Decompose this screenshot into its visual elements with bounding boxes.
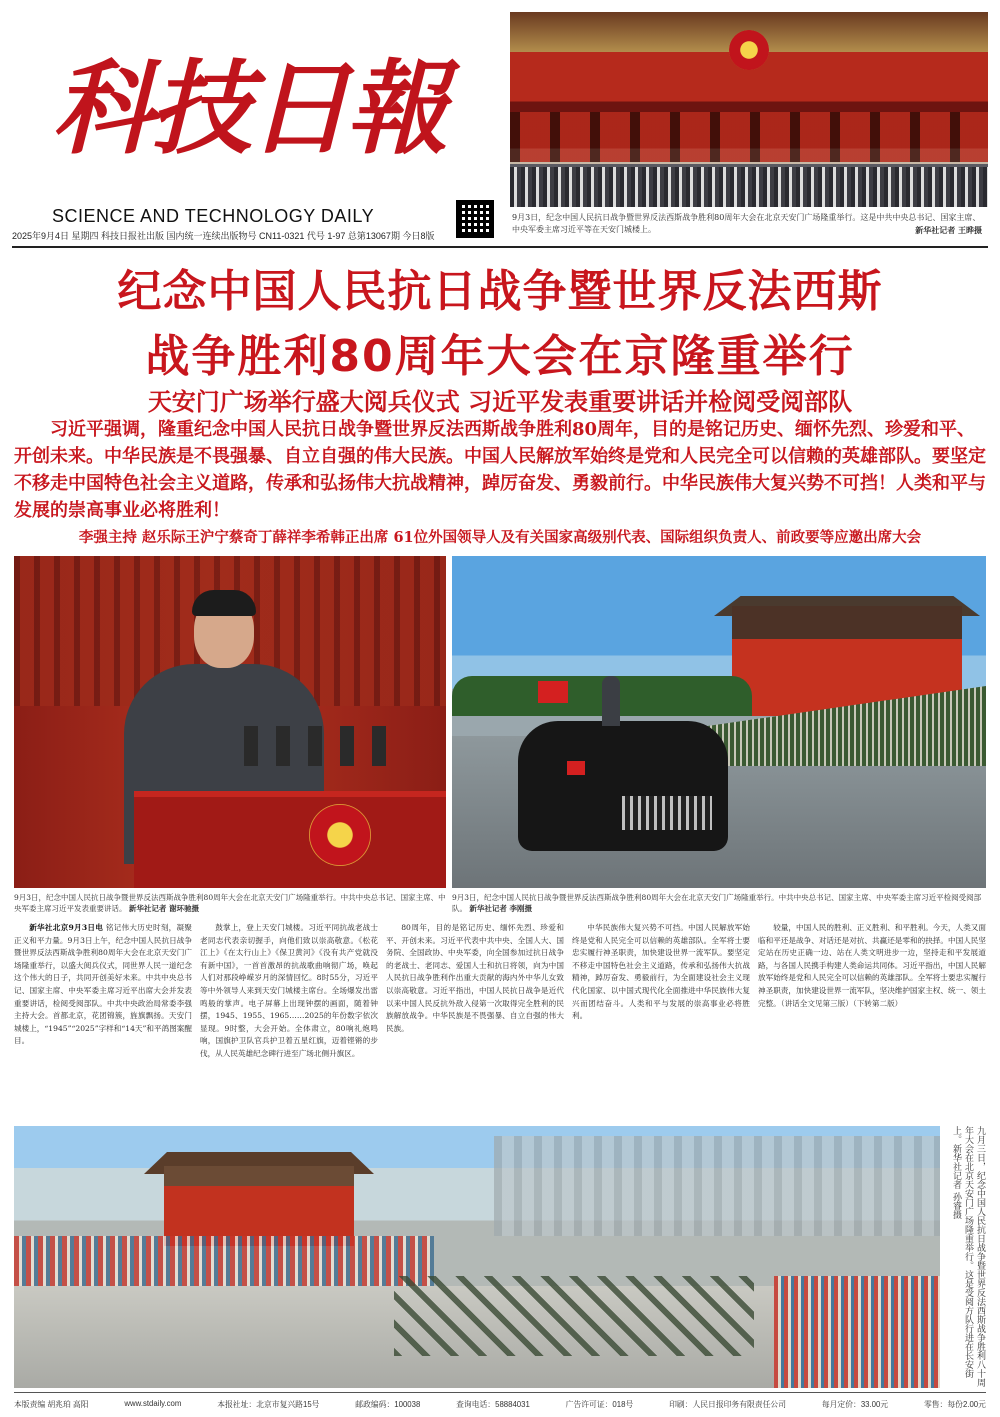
photo-left-caption <box>14 892 446 914</box>
caption-text: 9月3日，纪念中国人民抗日战争暨世界反法西斯战争胜利80周年大会在北京天安门广场隆重举行。中共中央总书记、国家主席、中央军委主席习近平检阅受阅部队。 <box>452 893 982 913</box>
caption-text: 9月3日，纪念中国人民抗日战争暨世界反法西斯战争胜利80周年大会在北京天安门广场隆重举行。中共中央总书记、国家主席、中央军委主席习近平发表重要讲话。 <box>14 893 446 913</box>
car-grille <box>622 796 712 830</box>
article-text: 中华民族伟大复兴势不可挡。中国人民解放军始终是党和人民完全可以信赖的英雄部队。全军将士要忠实履行神圣职责，加快建设世界一流军队。要坚定不移走中国特色社会主义道路，传承和弘扬伟大抗战精神，踔厉奋发、勇毅前行，为全面建设社会主义现代化国家、以中国式现代化全面推进中华民族伟大复兴而团结奋斗。人类和平与发展的崇高事业必将胜利。 <box>572 923 750 1021</box>
photo-credit: 新华社记者 王晔摄 <box>915 225 982 235</box>
article-text: 较量，中国人民的胜利、正义胜利、和平胜利。今天，人类又面临和平还是战争、对话还是对抗、共赢还是零和的抉择。中国人民坚定站在历史正确一边、站在人类文明进步一边，坚持走和平发展道路，与各国人民携手构建人类命运共同体。习近平指出，中国人民解放军始终是党和人民完全可以信赖的英雄部队。全军将士要忠实履行神圣职责，加快建设世界一流军队，坚决维护国家主权、统一、领土完整。（讲话全文见第三版）（下转第二版） <box>758 923 986 1008</box>
article-text: 铭记伟大历史时刻，凝聚正义和平力量。9月3日上午，纪念中国人民抗日战争暨世界反法西斯战争胜利80周年大会在北京天安门广场隆重举行，以盛大阅兵仪式，同世界人民一道纪念这个伟大的日子，共同开创美好未来。中共中央总书记、国家主席、中央军委主席习近平出席大会并发表重要讲话，检阅受阅部队。中共中央政治局常委李强主持大会。首都北京，花团锦簇，旌旗飘扬。天安门城楼上，“1945”“2025”字样和“14天”和平鸽图案醒目。 <box>14 923 192 1046</box>
headline-line-1: 纪念中国人民抗日战争暨世界反法西斯 <box>117 266 883 317</box>
article-column-1 <box>14 922 192 1118</box>
footer-retail-price: 零售：每份2.00元 <box>923 1400 986 1409</box>
attendance-line: 李强主持 赵乐际王沪宁蔡奇丁薛祥李希韩正出席 61位外国领导人及有关国家高级别代表、国际组织负责人、前政要等应邀出席大会 <box>78 529 922 546</box>
photo-credit: 新华社记者 李刚摄 <box>469 904 533 913</box>
subheadline: 天安门广场举行盛大阅兵仪式 习近平发表重要讲话并检阅受阅部队 <box>147 387 853 416</box>
footer <box>14 1392 986 1410</box>
headline-line-2: 战争胜利80周年大会在京隆重举行 <box>145 331 855 382</box>
rostrum-crowd <box>510 167 988 207</box>
footer-ad-license: 广告许可证：018号 <box>565 1400 634 1409</box>
microphones <box>244 726 404 766</box>
photo-credit: 新华社记者 谢环驰摄 <box>128 904 200 913</box>
photo-tiananmen-rostrum <box>510 12 988 207</box>
newspaper-logo: 科技日報 <box>52 49 444 169</box>
english-title: SCIENCE AND TECHNOLOGY DAILY <box>52 206 375 226</box>
summary-paragraph: 习近平强调，隆重纪念中国人民抗日战争暨世界反法西斯战争胜利80周年，目的是铭记历史、缅怀先烈、珍爱和平、开创未来。中华民族是不畏强暴、自立自强的伟大民族。中国人民解放军始终是党和人民完全可以信赖的英雄部队。要坚定不移走中国特色社会主义道路，传承和弘扬伟大抗战精神，踔厉奋发、勇毅前行。中华民族伟大复兴势不可挡！人类和平与发展的崇高事业必将胜利！ <box>14 419 986 521</box>
dateline: 新华社北京9月3日电 <box>29 923 104 932</box>
tiananmen-gate <box>164 1166 354 1246</box>
footer-editors: 本版责编 胡兆珀 高阳 <box>14 1400 89 1409</box>
national-emblem-icon <box>309 804 371 866</box>
masthead <box>12 10 490 246</box>
footer-phone: 查询电话：58884031 <box>456 1400 530 1409</box>
review-car <box>518 721 728 851</box>
photo-top-caption <box>512 212 982 236</box>
article-column-3 <box>386 922 564 1118</box>
photo-parade-panorama <box>14 1126 940 1388</box>
photo-speech <box>14 556 446 888</box>
article-text: 鼓掌上，登上天安门城楼。习近平同抗战老战士老同志代表亲切握手，向他们致以崇高敬意。《松花江上》《在太行山上》《保卫黄河》《没有共产党就没有新中国》，一首首激昂的抗战歌曲响彻广场，唤起人们对那段峥嵘岁月的深情回忆。8时55分，习近平等中外领导人来到天安门城楼主席台。全场爆发出雷鸣般的掌声。电子屏幕上出现钟摆的画面，随着钟摆，1945、1955、1965……2025的年份数字依次显现。9时整，大会开始。全体肃立，80响礼炮鸣响，国旗护卫队官兵护卫着五星红旗，迈着铿锵的步伐，从人民英雄纪念碑行进至广场北侧升旗区。 <box>200 923 378 1058</box>
city-skyline <box>494 1136 940 1236</box>
footer-website-link[interactable]: www.stdaily.com <box>124 1399 182 1408</box>
article-column-2 <box>200 922 378 1118</box>
footer-monthly-price: 每月定价：33.00元 <box>821 1400 889 1409</box>
speaker-hair <box>192 590 256 616</box>
footer-printer: 印刷：人民日报印务有限责任公司 <box>669 1400 787 1409</box>
photo-review-troops <box>452 556 986 888</box>
spectator-stands-right <box>774 1276 940 1388</box>
reviewer-figure <box>602 676 620 726</box>
rostrum-columns <box>510 112 988 162</box>
red-flag-icon <box>538 681 568 703</box>
article-text: 80周年，目的是铭记历史、缅怀先烈、珍爱和平、开创未来。习近平代表中共中央、全国人大、国务院、全国政协、中央军委，向全国参加过抗日战争的老战士、老同志、爱国人士和抗日将领，向为中国人民抗日战争胜利作出重大贡献的海内外中华儿女致以崇高敬意。习近平指出，中国人民抗日战争是近代以来中国人民反抗外敌入侵第一次取得完全胜利的民族解放战争。中华民族是不畏强暴、自立自强的伟大民族。 <box>386 923 564 1033</box>
photo-right-caption <box>452 892 986 914</box>
photo-bottom-caption: 九月三日，纪念中国人民抗日战争暨世界反法西斯战争胜利八十周年大会在北京天安门广场隆重举行。这是受阅方队行进在长安街上。新华社记者 孙睿摄 <box>951 1126 985 1387</box>
article-column-5 <box>758 922 986 1118</box>
parade-formations <box>394 1276 754 1356</box>
national-emblem-icon <box>729 30 769 70</box>
issue-info-line: 2025年9月4日 星期四 科技日报社出版 国内统一连续出版物号 CN11-0321 代号 1-97 总第13067期 今日8版 <box>12 231 435 241</box>
article-column-4 <box>572 922 750 1118</box>
red-flag-icon <box>567 761 585 775</box>
podium <box>134 791 446 888</box>
caption-text: 9月3日，纪念中国人民抗日战争暨世界反法西斯战争胜利80周年大会在北京天安门广场隆重举行。这是中共中央总书记、国家主席、中央军委主席习近平等在天安门城楼上。 <box>512 213 981 234</box>
footer-postcode: 邮政编码：100038 <box>355 1400 421 1409</box>
footer-address: 本报社址：北京市复兴路15号 <box>217 1400 320 1409</box>
masthead-divider <box>12 246 988 248</box>
